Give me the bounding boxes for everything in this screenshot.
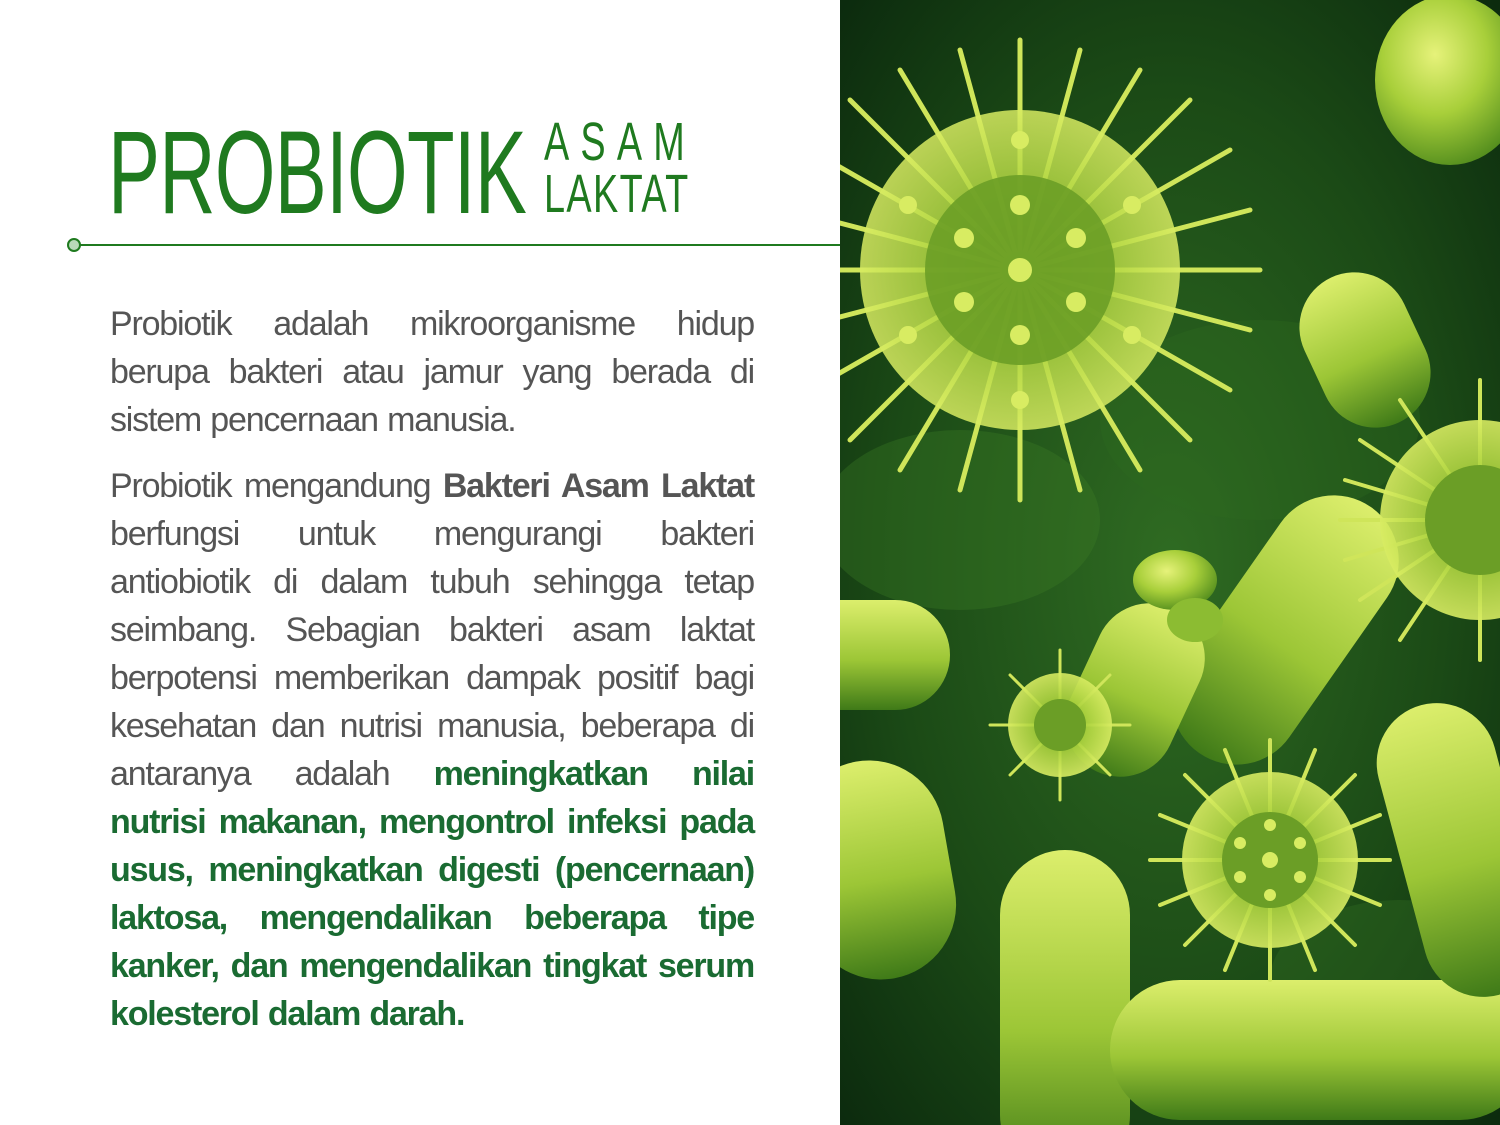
paragraph-2-bold: Bakteri Asam Laktat [442,467,754,505]
paragraph-2-part2: berfungsi untuk mengurangi bakteri antiobiotik di dalam tubuh sehingga tetap seimbang. Sebagian bakteri asam laktat berpotensi memberikan dampak positif bagi kesehatan dan nutrisi manusia, beberapa di antaranya adalah [110,515,754,793]
paragraph-1: Probiotik adalah mikroorganisme hidup berupa bakteri atau jamur yang berada di sistem pencernaan manusia. [110,305,754,439]
small-cocci [1167,598,1223,642]
body-text [110,300,754,1056]
bacteria-microscope-image [840,0,1500,1125]
title-divider [74,244,840,246]
rod-bacterium [1110,980,1500,1120]
bacteria-illustration [840,0,1500,1125]
rod-bacterium [1000,850,1130,1125]
title-sub-line2: LAKTAT [544,164,690,224]
page-title [108,107,696,239]
title-subtitle [544,112,761,224]
paragraph-2-highlight: meningkatkan nilai nutrisi makanan, mengontrol infeksi pada usus, meningkatkan digesti (pencernaan) laktosa, mengendalikan beberapa tipe kanker, dan mengendalikan tingkat serum kolesterol dalam darah. [110,755,754,1033]
spiky-virus-bottom [1150,740,1390,980]
rod-bacterium [840,600,950,710]
title-sub-line1: ASAM [544,112,696,172]
paragraph-2 [110,462,754,1038]
divider-dot-icon [67,238,81,252]
title-main: PROBIOTIK [108,107,527,239]
paragraph-2-part1: Probiotik mengandung [110,467,443,505]
